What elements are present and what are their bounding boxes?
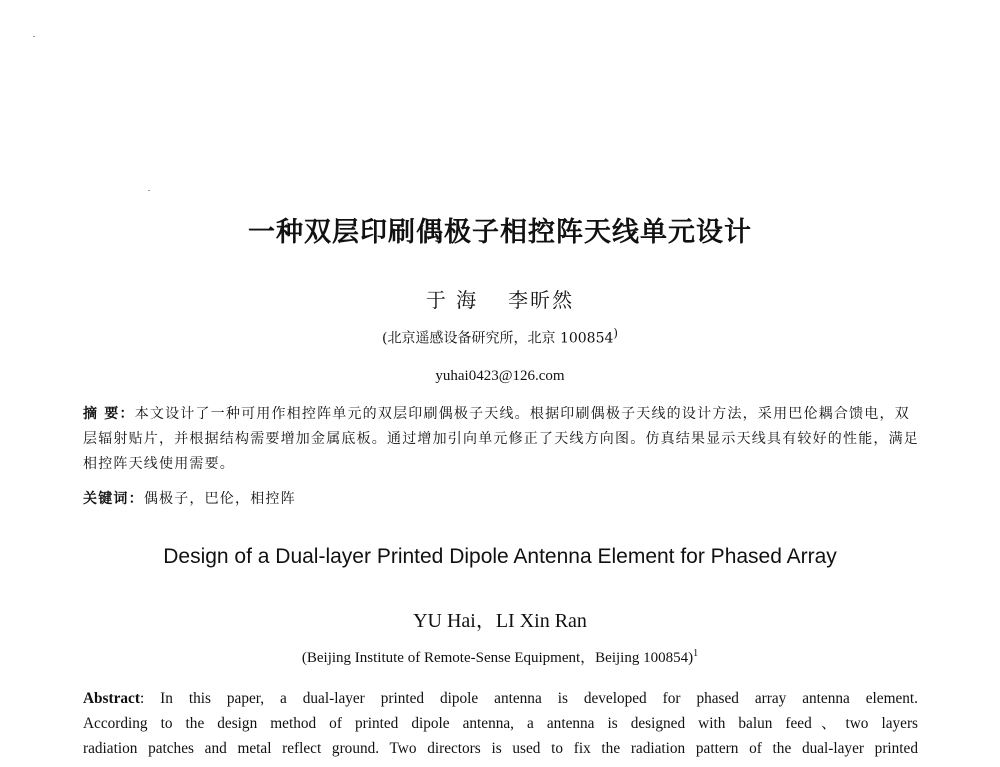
abstract-english-line: Abstract: In this paper, a dual-layer printed dipole antenna is developed for phased array antenna element. xyxy=(83,690,918,707)
keywords-chinese xyxy=(83,488,923,508)
author-2-chinese: 李昕然 xyxy=(508,288,575,312)
abstract-chinese xyxy=(83,402,923,477)
keywords-chinese-text: 偶极子，巴伦，相控阵 xyxy=(143,491,296,507)
affiliation-chinese xyxy=(0,326,1000,348)
abstract-english-line: According to the design method of printed dipole antenna, a antenna is designed with balun feed、two layers xyxy=(83,715,918,732)
abstract-chinese-label: 摘 要： xyxy=(83,406,135,422)
authors-english: YU Hai，LI Xin Ran xyxy=(413,610,587,632)
abstract-english-line: radiation patches and metal reflect ground. Two directors is used to fix the radiation pattern of the dual-layer printed xyxy=(83,740,918,757)
keywords-chinese-label: 关键词： xyxy=(83,491,144,507)
affiliation-chinese-sup: ) xyxy=(613,326,618,340)
scan-speck xyxy=(148,190,150,191)
scan-speck xyxy=(33,36,35,37)
title-chinese: 一种双层印刷偶极子相控阵天线单元设计 xyxy=(248,217,752,248)
authors-chinese xyxy=(0,284,1000,313)
affiliation-chinese-text: (北京遥感设备研究所，北京 100854 xyxy=(382,330,614,347)
author-email: yuhai0423@126.com xyxy=(435,368,565,384)
affiliation-english-text: (Beijing Institute of Remote-Sense Equipment，Beijing 100854) xyxy=(301,650,694,666)
author-1-chinese: 于 海 xyxy=(425,288,479,312)
affiliation-english xyxy=(0,646,1000,667)
title-english: Design of a Dual-layer Printed Dipole Antenna Element for Phased Array xyxy=(163,545,837,568)
abstract-english-label: Abstract xyxy=(83,690,140,707)
affiliation-english-sup: 1 xyxy=(693,648,699,659)
abstract-english xyxy=(83,686,918,761)
abstract-chinese-text: 本文设计了一种可用作相控阵单元的双层印刷偶极子天线。根据印刷偶极子天线的设计方法，采用巴伦耦合馈电，双层辐射贴片，并根据结构需要增加金属底板。通过增加引向单元修正了天线方向图。仿真结果显示天线具有较好的性能，满足相控阵天线使用需要。 xyxy=(83,406,919,472)
